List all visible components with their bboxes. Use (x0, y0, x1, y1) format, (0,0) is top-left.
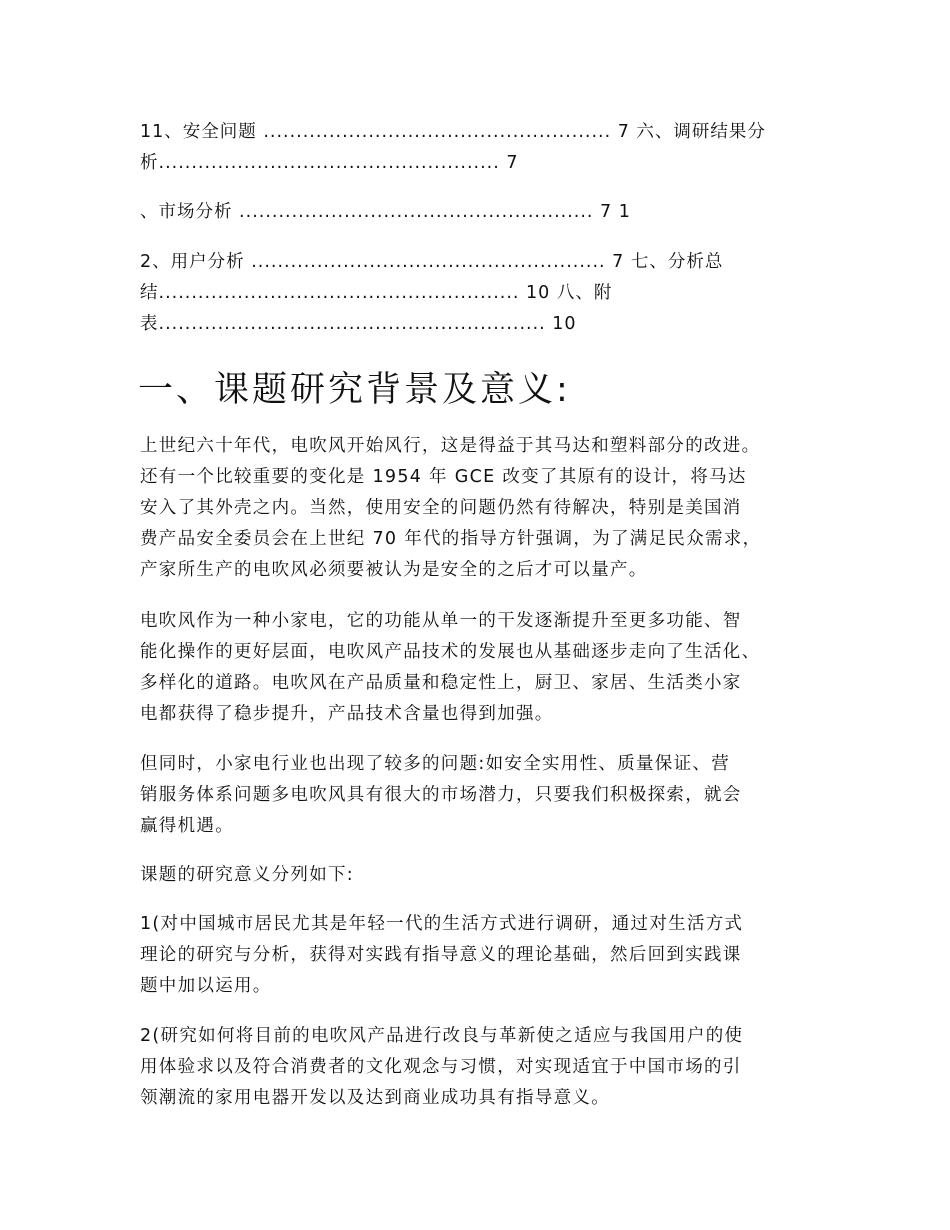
paragraph-line: 课题的研究意义分列如下: (140, 865, 354, 885)
paragraph-line: 费产品安全委员会在上世纪 70 年代的指导方针强调，为了满足民众需求， (140, 529, 762, 549)
paragraph-line: 还有一个比较重要的变化是 1954 年 GCE 改变了其原有的设计，将马达 (140, 467, 747, 487)
paragraph-significance-intro (140, 860, 820, 891)
toc-line: 结....................................................... 10 八、附 (140, 283, 613, 303)
paragraph-line: 多样化的道路。电吹风在产品质量和稳定性上，厨卫、家居、生活类小家 (140, 673, 742, 693)
paragraph-history (140, 431, 820, 586)
paragraph-problems (140, 749, 820, 842)
paragraph-line: 销服务体系问题多电吹风具有很大的市场潜力，只要我们积极探索，就会 (140, 785, 742, 805)
paragraph-line: 领潮流的家用电器开发以及达到商业成功具有指导意义。 (140, 1088, 610, 1108)
toc-line: 11、安全问题 ..................................................... 7 六、调研结果分 (140, 122, 766, 142)
toc-line: 2、用户分析 ...................................................... 7 七、分析总 (140, 252, 724, 272)
section-heading: 一、课题研究背景及意义: (138, 370, 571, 410)
paragraph-significance-2 (140, 1021, 820, 1114)
paragraph-line: 2(研究如何将目前的电吹风产品进行改良与革新使之适应与我国用户的使 (140, 1026, 744, 1046)
paragraph-line: 理论的研究与分析，获得对实践有指导意义的理论基础，然后回到实践课 (140, 945, 742, 965)
paragraph-line: 题中加以运用。 (140, 976, 272, 996)
paragraph-line: 1(对中国城市居民尤其是年轻一代的生活方式进行调研，通过对生活方式 (140, 914, 744, 934)
toc-line: 表........................................................... 10 (140, 314, 577, 334)
paragraph-line: 上世纪六十年代，电吹风开始风行，这是得益于其马达和塑料部分的改进。 (140, 436, 761, 456)
paragraph-line: 能化操作的更好层面，电吹风产品技术的发展也从基础逐步走向了生活化、 (140, 642, 761, 662)
paragraph-line: 用体验求以及符合消费者的文化观念与习惯，对实现适宜于中国市场的引 (140, 1057, 742, 1077)
paragraph-significance-1 (140, 909, 820, 1002)
toc-line: 析.................................................... 7 (140, 153, 519, 173)
toc-line: 、市场分析 ...................................................... 7 1 (140, 202, 631, 222)
paragraph-line: 但同时，小家电行业也出现了较多的问题:如安全实用性、质量保证、营 (140, 754, 730, 774)
paragraph-line: 电吹风作为一种小家电，它的功能从单一的干发逐渐提升至更多功能、智 (140, 611, 742, 631)
paragraph-line: 产家所生产的电吹风必须要被认为是安全的之后才可以量产。 (140, 560, 648, 580)
paragraph-line: 电都获得了稳步提升，产品技术含量也得到加强。 (140, 704, 554, 724)
paragraph-line: 赢得机遇。 (140, 816, 234, 836)
paragraph-line: 安入了其外壳之内。当然，使用安全的问题仍然有待解决，特别是美国消 (140, 498, 742, 518)
paragraph-development (140, 606, 820, 730)
